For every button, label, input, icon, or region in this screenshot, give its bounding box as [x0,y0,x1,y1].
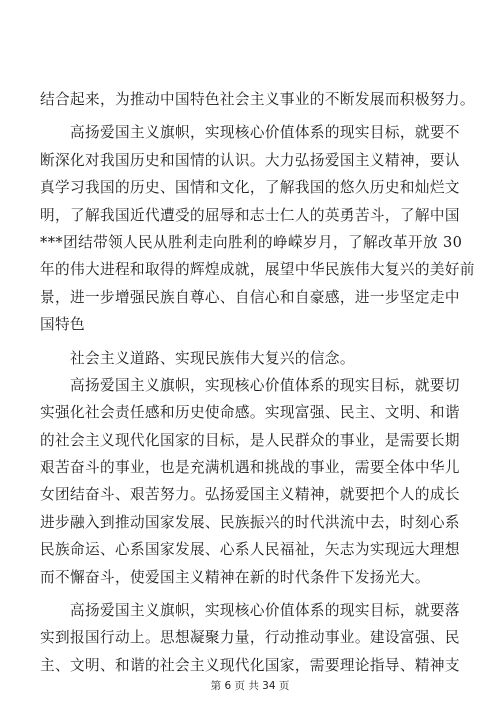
text-line: 国特色 [40,316,85,334]
text-line: 艰苦奋斗的事业，也是充满机遇和挑战的事业，需要全体中华儿 [40,459,460,477]
text-line: 断深化对我国历史和国情的认识。大力弘扬爱国主义精神，要认 [40,151,460,169]
text-line: 年的伟大进程和取得的辉煌成就，展望中华民族伟大复兴的美好前 [40,261,475,279]
text-line: 的社会主义现代化国家的目标，是人民群众的事业，是需要长期 [40,431,460,449]
text-line: 社会主义道路、实现民族伟大复兴的信念。 [40,349,355,367]
text-line: 进步融入到推动国家发展、民族振兴的时代洪流中去，时刻心系 [40,513,460,531]
document-body [40,86,475,679]
text-line: 高扬爱国主义旗帜，实现核心价值体系的现实目标，就要切 [40,376,460,394]
text-line: 而不懈奋斗，使爱国主义精神在新的时代条件下发扬光大。 [40,568,430,586]
text-line: 民族命运、心系国家发展、心系人民福祉，矢志为实现远大理想 [40,541,460,559]
text-line: 结合起来，为推动中国特色社会主义事业的不断发展而积极努力。 [40,91,475,108]
text-line: 真学习我国的历史、国情和文化，了解我国的悠久历史和灿烂文 [40,179,460,197]
text-line: 景，进一步增强民族自尊心、自信心和自豪感，进一步坚定走中 [40,288,460,306]
text-line: 实强化社会责任感和历史使命感。实现富强、民主、文明、和谐 [40,404,460,422]
text-line: 主、文明、和谐的社会主义现代化国家，需要理论指导、精神支 [40,656,460,674]
text-line: 女团结奋斗、艰苦努力。弘扬爱国主义精神，就要把个人的成长 [40,486,460,504]
text-line: 高扬爱国主义旗帜，实现核心价值体系的现实目标，就要不 [40,124,460,142]
text-line: 实到报国行动上。思想凝聚力量，行动推动事业。建设富强、民 [40,629,460,647]
text-line: 高扬爱国主义旗帜，实现核心价值体系的现实目标，就要落 [40,602,460,620]
text-line: ***团结带领人民从胜利走向胜利的峥嵘岁月，了解改革开放 30 [40,233,463,251]
page-number-footer: 第 6 页 共 34 页 [210,680,290,692]
text-line: 明，了解我国近代遭受的屈辱和志士仁人的英勇苦斗，了解中国 [40,206,460,224]
